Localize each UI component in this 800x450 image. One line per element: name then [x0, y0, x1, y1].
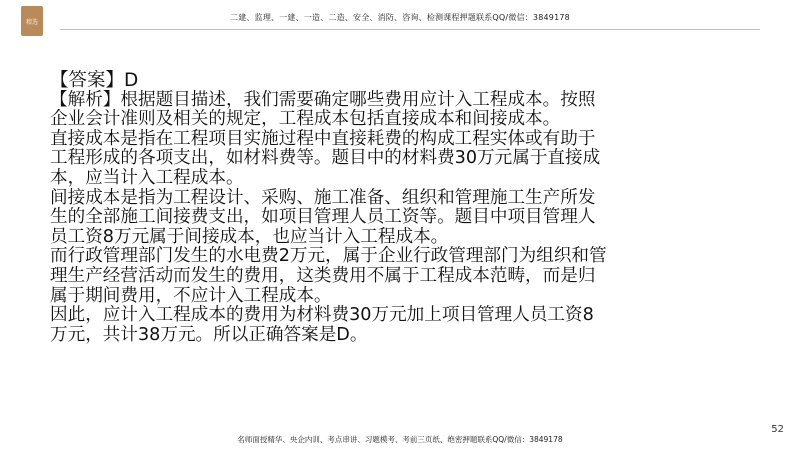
footer-contact-text: 名师面授精华、央企内训、考点串讲、习题模考、考前三页纸、绝密押题联系QQ/微信：3849178	[237, 435, 563, 444]
answer-explanation	[50, 71, 610, 345]
header-divider	[60, 29, 760, 30]
page-number: 52	[771, 424, 784, 435]
brand-logo-text: 精选	[25, 18, 38, 26]
answer-line: 【答案】D	[50, 70, 139, 91]
header-contact-text: 二建、监理、一建、一造、二造、安全、消防、咨询、检测课程押题联系QQ/微信：3849178	[230, 13, 570, 22]
explanation-paragraph: 因此，应计入工程成本的费用为材料费30万元加上项目管理人员工资8万元，共计38万元。所以正确答案是D。	[50, 305, 594, 345]
explanation-paragraph: 而行政管理部门发生的水电费2万元，属于企业行政管理部门为组织和管理生产经营活动而发生的费用，这类费用不属于工程成本范畴，而是归属于期间费用，不应计入工程成本。	[50, 246, 607, 306]
explanation-paragraph: 【解析】根据题目描述，我们需要确定哪些费用应计入工程成本。按照企业会计准则及相关的规定，工程成本包括直接成本和间接成本。	[50, 89, 596, 130]
explanation-paragraph: 间接成本是指为工程设计、采购、施工准备、组织和管理施工生产所发生的全部施工间接费支出，如项目管理人员工资等。题目中项目管理人员工资8万元属于间接成本，也应当计入工程成本。	[50, 187, 596, 247]
explanation-paragraph: 直接成本是指在工程项目实施过程中直接耗费的构成工程实体或有助于工程形成的各项支出，如材料费等。题目中的材料费30万元属于直接成本，应当计入工程成本。	[50, 128, 601, 188]
